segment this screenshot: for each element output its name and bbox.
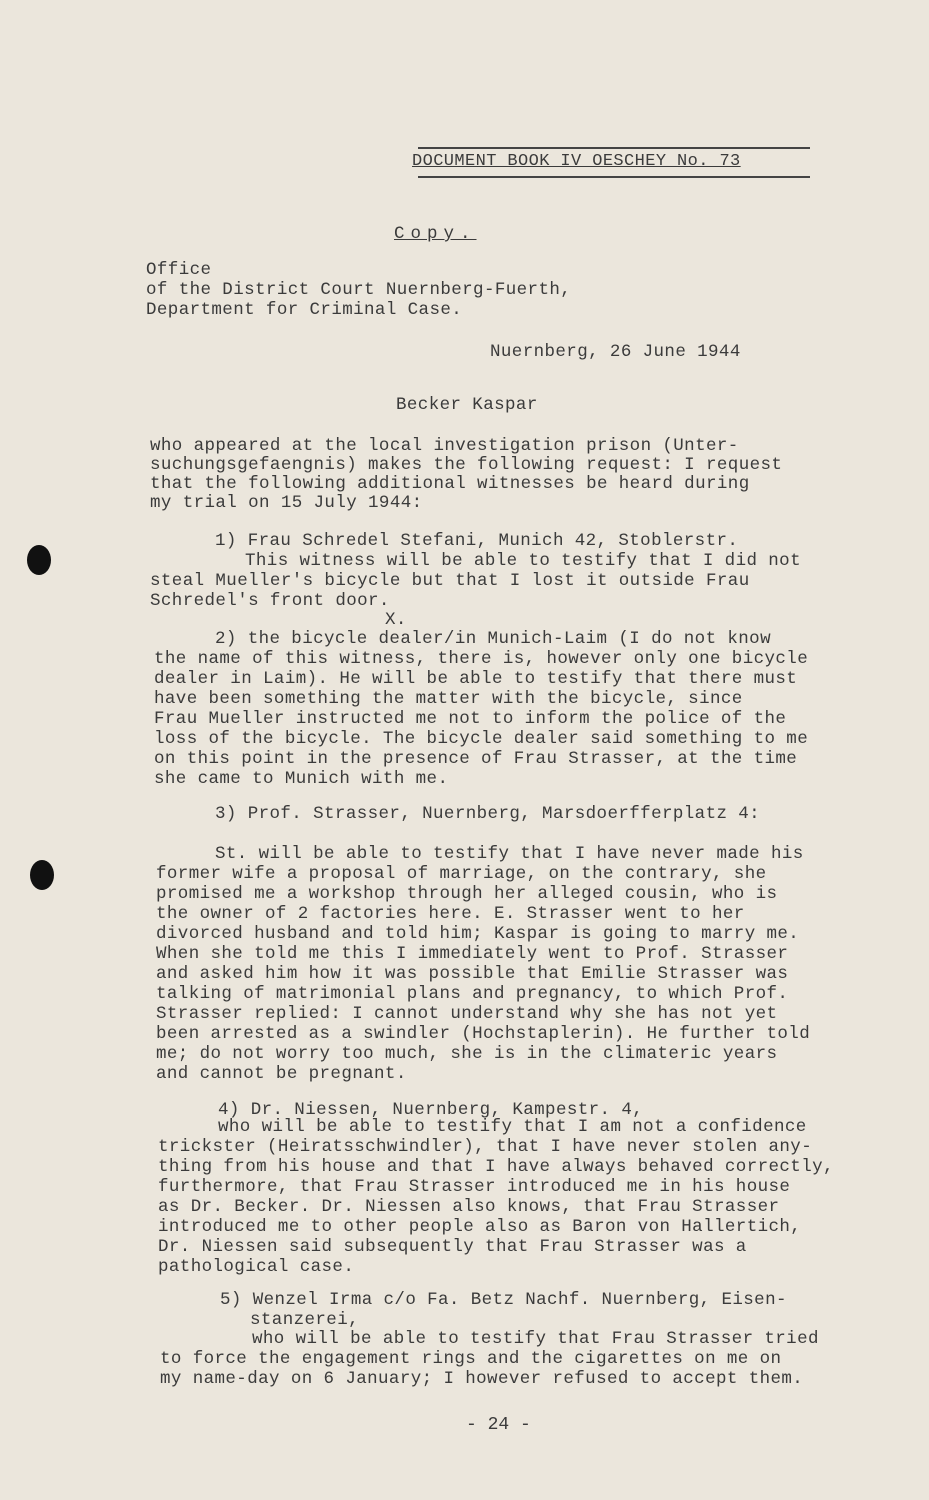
witness-4-line: pathological case. (158, 1257, 355, 1277)
witness-5-line: to force the engagement rings and the cigarettes on me on (160, 1349, 782, 1369)
witness-3-line: St. will be able to testify that I have never made his (215, 844, 804, 864)
witness-1-line: Schredel's front door. (150, 591, 390, 611)
witness-4-line: as Dr. Becker. Dr. Niessen also knows, that Frau Strasser (158, 1197, 780, 1217)
page-number: - 24 - (466, 1415, 531, 1435)
address-line: Office (146, 260, 212, 280)
intro-line: that the following additional witnesses be heard during (150, 474, 750, 494)
witness-2-line: Frau Mueller instructed me not to inform the police of the (154, 709, 787, 729)
witness-2-line: have been something the matter with the bicycle, since (154, 689, 743, 709)
witness-4-line: Dr. Niessen said subsequently that Frau Strasser was a (158, 1237, 747, 1257)
witness-3-heading: 3) Prof. Strasser, Nuernberg, Marsdoerfferplatz 4: (215, 804, 761, 824)
witness-4-line: 4) Dr. Niessen, Nuernberg, Kampestr. 4, (218, 1100, 644, 1120)
witness-5-line: 5) Wenzel Irma c/o Fa. Betz Nachf. Nuernberg, Eisen- (220, 1290, 787, 1310)
witness-4-line: trickster (Heiratsschwindler), that I have never stolen any- (158, 1137, 813, 1157)
witness-3-line: divorced husband and told him; Kaspar is going to marry me. (156, 924, 800, 944)
witness-3-line: Strasser replied: I cannot understand why she has not yet (156, 1004, 778, 1024)
document-book-header: DOCUMENT BOOK IV OESCHEY No. 73 (412, 152, 741, 171)
witness-3-line: When she told me this I immediately went to Prof. Strasser (156, 944, 789, 964)
address-line: Department for Criminal Case. (146, 300, 463, 320)
witness-4-line: who will be able to testify that I am not a confidence (218, 1117, 807, 1137)
marginal-x-mark: X. (385, 610, 407, 630)
name-line: Becker Kaspar (396, 395, 538, 415)
address-line: of the District Court Nuernberg-Fuerth, (146, 280, 572, 300)
witness-1-line: 1) Frau Schredel Stefani, Munich 42, Stoblerstr. (215, 531, 739, 551)
punch-hole-upper (27, 545, 51, 575)
copy-title: Copy. (394, 224, 477, 244)
witness-1-line: This witness will be able to testify that I did not (245, 551, 801, 571)
intro-line: suchungsgefaengnis) makes the following request: I request (150, 455, 783, 475)
witness-3-line: the owner of 2 factories here. E. Strasser went to her (156, 904, 745, 924)
witness-3-line: and cannot be pregnant. (156, 1064, 407, 1084)
witness-1-line: steal Mueller's bicycle but that I lost it outside Frau (150, 571, 750, 591)
witness-2-line: on this point in the presence of Frau Strasser, at the time (154, 749, 798, 769)
witness-5-line: my name-day on 6 January; I however refused to accept them. (160, 1369, 804, 1389)
witness-2-line: loss of the bicycle. The bicycle dealer said something to me (154, 729, 809, 749)
witness-2-line: she came to Munich with me. (154, 769, 449, 789)
witness-3-line: been arrested as a swindler (Hochstaplerin). He further told (156, 1024, 811, 1044)
witness-4-line: thing from his house and that I have always behaved correctly, (158, 1157, 834, 1177)
witness-3-line: and asked him how it was possible that Emilie Strasser was (156, 964, 789, 984)
punch-hole-lower (30, 860, 54, 890)
witness-2-line: dealer in Laim). He will be able to testify that there must (154, 669, 798, 689)
header-rule-bottom (418, 176, 810, 178)
header-rule-top (418, 147, 810, 149)
witness-2-line: the name of this witness, there is, however only one bicycle (154, 649, 809, 669)
witness-4-line: introduced me to other people also as Baron von Hallertich, (158, 1217, 802, 1237)
intro-line: my trial on 15 July 1944: (150, 493, 423, 513)
witness-3-line: talking of matrimonial plans and pregnancy, to which Prof. (156, 984, 789, 1004)
witness-3-line: me; do not worry too much, she is in the climateric years (156, 1044, 778, 1064)
date-line: Nuernberg, 26 June 1944 (490, 342, 741, 362)
witness-5-line: who will be able to testify that Frau Strasser tried (252, 1329, 819, 1349)
witness-3-line: promised me a workshop through her alleged cousin, who is (156, 884, 778, 904)
witness-2-line: 2) the bicycle dealer/in Munich-Laim (I do not know (215, 629, 771, 649)
intro-line: who appeared at the local investigation prison (Unter- (150, 436, 739, 456)
witness-3-line: former wife a proposal of marriage, on the contrary, she (156, 864, 767, 884)
witness-4-line: furthermore, that Frau Strasser introduced me in his house (158, 1177, 791, 1197)
witness-5-line: stanzerei, (250, 1310, 360, 1330)
